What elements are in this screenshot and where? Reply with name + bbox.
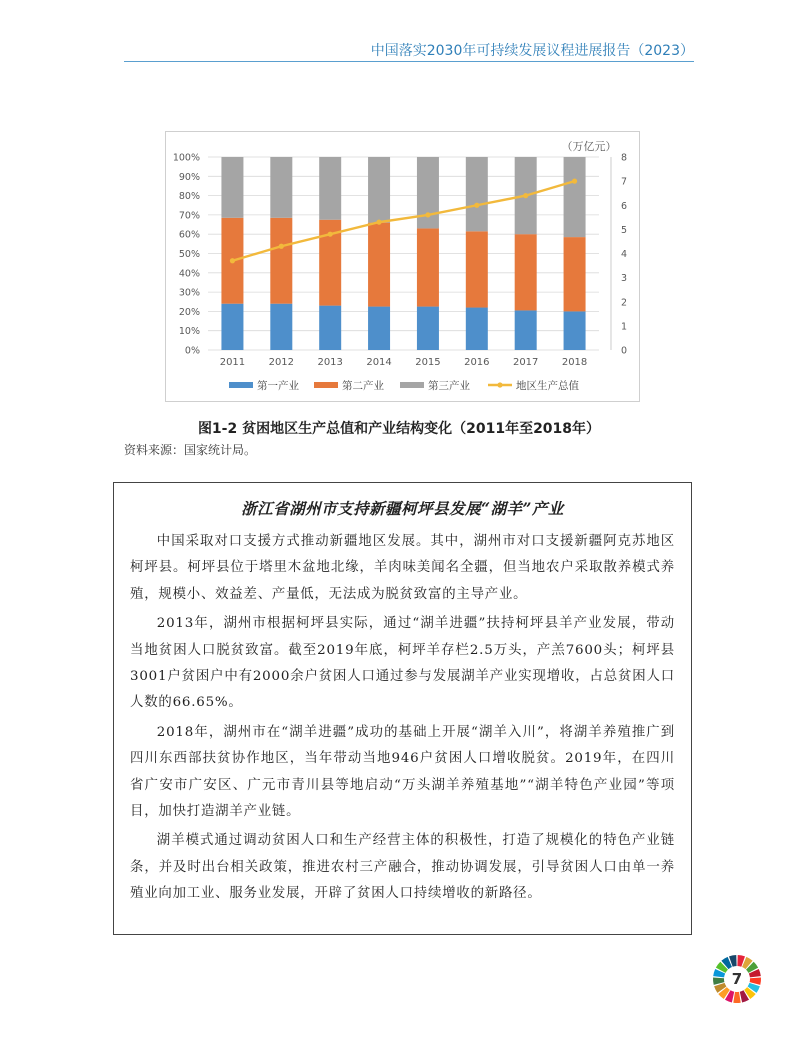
bar-segment <box>319 157 341 220</box>
bar-segment <box>368 307 390 350</box>
right-axis-tick-label: 3 <box>620 273 628 285</box>
left-axis-tick-label: 40% <box>178 268 200 280</box>
x-axis-tick-label: 2015 <box>415 357 441 368</box>
left-axis-tick-label: 20% <box>178 306 200 318</box>
case-study-paragraph: 中国采取对口支援方式推动新疆地区发展。其中，湖州市对口支援新疆阿克苏地区柯坪县。柯坪县位于塔里木盆地北缘，羊肉味美闻名全疆，但当地农户采取散养模式养殖，规模小、效益差、产量低，无法成为脱贫致富的主导产业。 <box>130 534 675 602</box>
left-axis-tick-label: 90% <box>178 171 200 183</box>
right-axis-unit-label: （万亿元） <box>561 140 617 153</box>
bar-segment <box>515 310 537 350</box>
legend-label: 第一产业 <box>257 380 299 392</box>
bar-segment <box>270 218 292 304</box>
right-axis-tick-label: 7 <box>620 176 628 188</box>
right-axis-tick-label: 6 <box>620 200 628 212</box>
bar-segment <box>319 306 341 350</box>
left-axis-tick-label: 0% <box>184 345 200 357</box>
gdp-point <box>230 258 235 263</box>
x-axis-tick-label: 2011 <box>219 357 246 368</box>
bar-segment <box>564 157 586 237</box>
bar-segment <box>417 228 439 306</box>
chart-container <box>165 131 640 402</box>
gdp-point <box>523 193 528 198</box>
x-axis-tick-label: 2014 <box>366 357 392 368</box>
bar-segment <box>221 304 243 350</box>
bar-segment <box>466 308 488 350</box>
left-axis-tick-label: 50% <box>178 249 200 260</box>
bar-segment <box>270 157 292 218</box>
gdp-point <box>328 232 333 237</box>
bar-segment <box>270 304 292 350</box>
bar-segment <box>466 157 488 231</box>
bar-segment <box>564 237 586 311</box>
bar-segment <box>417 157 439 228</box>
legend-swatch-point <box>497 382 502 387</box>
case-study-title: 浙江省湖州市支持新疆柯坪县发展“湖羊”产业 <box>241 499 564 518</box>
gdp-point <box>425 212 430 217</box>
left-axis-tick-label: 100% <box>172 152 200 164</box>
case-study-box <box>113 482 692 935</box>
left-axis-tick-label: 60% <box>178 229 200 241</box>
left-axis-tick-label: 30% <box>178 287 200 299</box>
bar-segment <box>417 307 439 350</box>
legend-label: 第二产业 <box>342 380 384 392</box>
header-divider <box>124 61 694 62</box>
source-note: 资料来源：国家统计局。 <box>124 443 257 457</box>
legend-swatch <box>400 382 424 388</box>
left-axis-tick-label: 10% <box>178 326 200 338</box>
x-axis-tick-label: 2018 <box>561 357 588 368</box>
bar-segment <box>515 234 537 310</box>
x-axis-tick-label: 2016 <box>464 357 490 368</box>
gdp-point <box>572 179 577 184</box>
right-axis-tick-label: 5 <box>620 224 628 236</box>
bar-segment <box>564 311 586 350</box>
x-axis-tick-label: 2013 <box>317 357 343 368</box>
x-axis-tick-label: 2012 <box>268 357 295 368</box>
case-study-paragraph: 湖羊模式通过调动贫困人口和生产经营主体的积极性，打造了规模化的特色产业链条，并及时出台相关政策，推进农村三产融合，推动协调发展，引导贫困人口由单一养殖业向加工业、服务业发展，开辟了贫困人口持续增收的新路径。 <box>130 833 675 902</box>
gdp-point <box>474 203 479 208</box>
legend-swatch <box>229 382 253 388</box>
x-axis-tick-label: 2017 <box>512 357 539 368</box>
stacked-bar-line-chart <box>166 132 641 403</box>
left-axis-tick-label: 70% <box>178 210 200 222</box>
gdp-point <box>279 244 284 249</box>
bar-segment <box>466 231 488 307</box>
case-study-paragraph: 2018年，湖州市在“湖羊进疆”成功的基础上开展“湖羊入川”，将湖羊养殖推广到四川东西部扶贫协作地区，当年带动当地946户贫困人口增收脱贫。2019年，在四川省广安市广安区、广元市青川县等地启动“万头湖羊养殖基地”“湖羊特色产业园”等项目，加快打造湖羊产业链。 <box>130 724 675 820</box>
report-header-title: 中国落实2030年可持续发展议程进展报告（2023） <box>370 43 694 59</box>
left-axis-tick-label: 80% <box>178 191 200 203</box>
legend-label: 地区生产总值 <box>516 380 579 392</box>
right-axis-tick-label: 1 <box>620 321 628 333</box>
case-study-paragraph: 2013年，湖州市根据柯坪县实际，通过“湖羊进疆”扶持柯坪县羊产业发展，带动当地贫困人口脱贫致富。截至2019年底，柯坪羊存栏2.5万头，产羔7600头；柯坪县3001户贫困户中有2000余户贫困人口通过参与发展湖羊产业实现增收，占总贫困人口人数的66.65%。 <box>130 616 675 711</box>
legend-label: 第三产业 <box>428 380 470 392</box>
gdp-point <box>376 220 381 225</box>
bar-segment <box>221 157 243 218</box>
bar-segment <box>368 223 390 307</box>
right-axis-tick-label: 4 <box>620 249 628 260</box>
right-axis-tick-label: 2 <box>620 297 628 309</box>
bar-segment <box>368 157 390 223</box>
legend-swatch <box>314 382 338 388</box>
figure-caption: 图1-2 贫困地区生产总值和产业结构变化（2011年至2018年） <box>197 421 601 437</box>
right-axis-tick-label: 8 <box>620 152 628 164</box>
right-axis-tick-label: 0 <box>620 345 628 357</box>
page-number: 7 <box>731 970 743 988</box>
